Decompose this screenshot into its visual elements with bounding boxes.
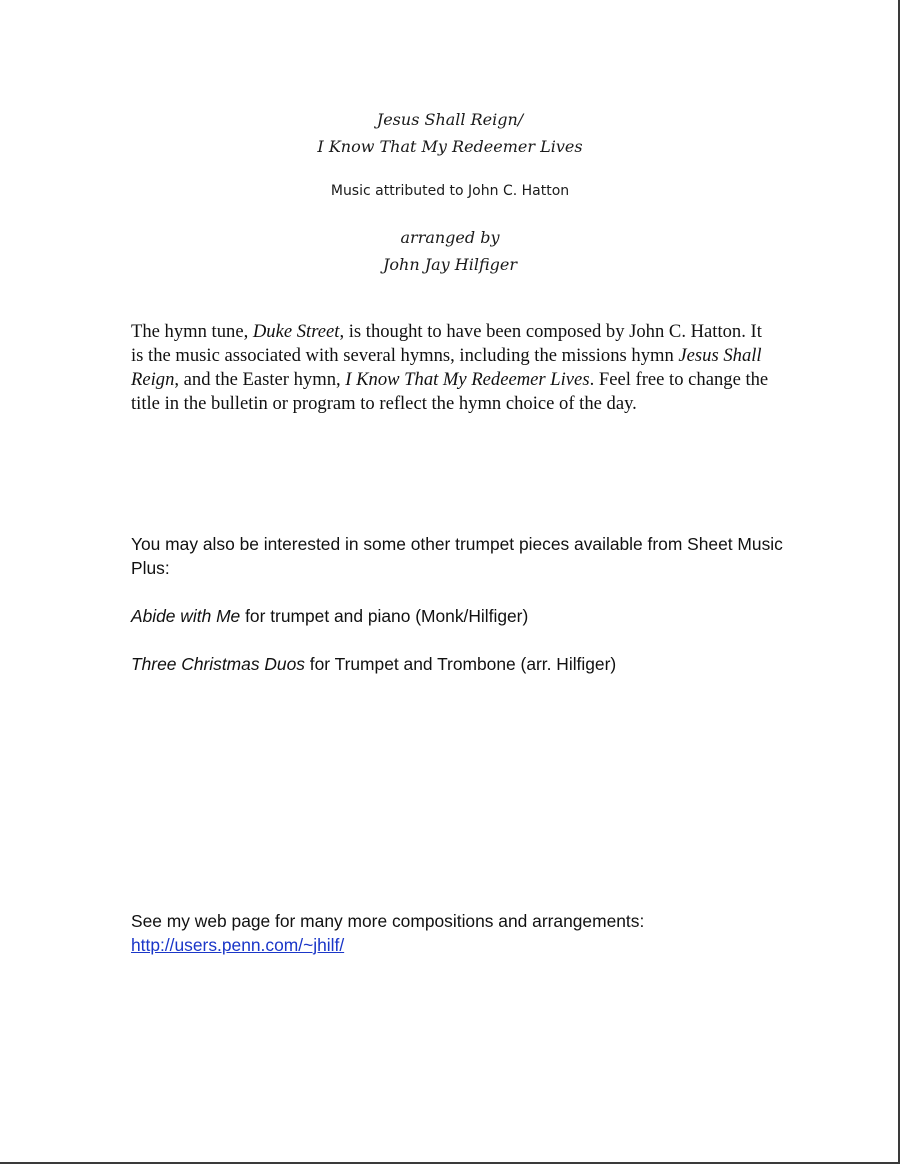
- hymn-name-2: I Know That My Redeemer Lives: [345, 369, 590, 390]
- intro-text-1: The hymn tune,: [131, 321, 253, 342]
- title-line-2: I Know That My Redeemer Lives: [317, 137, 583, 156]
- title-block: [0, 106, 900, 160]
- other-piece-item: [131, 652, 831, 676]
- piece-title: Abide with Me: [131, 606, 241, 626]
- arranger-name: John Jay Hilfiger: [382, 255, 518, 274]
- web-page-link[interactable]: http://users.penn.com/~jhilf/: [131, 935, 345, 955]
- intro-paragraph: [131, 320, 771, 416]
- tune-name: Duke Street: [252, 321, 340, 342]
- footer: [131, 909, 831, 957]
- attribution: Music attributed to John C. Hatton: [330, 183, 570, 199]
- other-pieces-intro: You may also be interested in some other trumpet pieces available from Sheet Music Plus:: [131, 534, 783, 578]
- arranged-by-label: arranged by: [400, 228, 500, 247]
- footer-text: See my web page for many more compositions and arrangements:: [131, 911, 645, 931]
- hymn-name-1: Jesus Shall Reign: [131, 345, 762, 390]
- piece-description: for trumpet and piano (Monk/Hilfiger): [240, 606, 529, 626]
- intro-text-4: . Feel free to change the title in the bulletin or program to reflect the hymn choice of the day.: [131, 369, 769, 414]
- piece-description: for Trumpet and Trombone (arr. Hilfiger): [304, 654, 617, 674]
- intro-text-3: , and the Easter hymn,: [174, 369, 346, 390]
- other-piece-item: [131, 604, 831, 628]
- title-line-1: Jesus Shall Reign/: [376, 110, 524, 129]
- arranger-block: [0, 224, 900, 278]
- piece-title: Three Christmas Duos: [131, 654, 305, 674]
- intro-text-2: , is thought to have been composed by John C. Hatton. It is the music associated with several hymns, including the missions hymn: [131, 321, 762, 366]
